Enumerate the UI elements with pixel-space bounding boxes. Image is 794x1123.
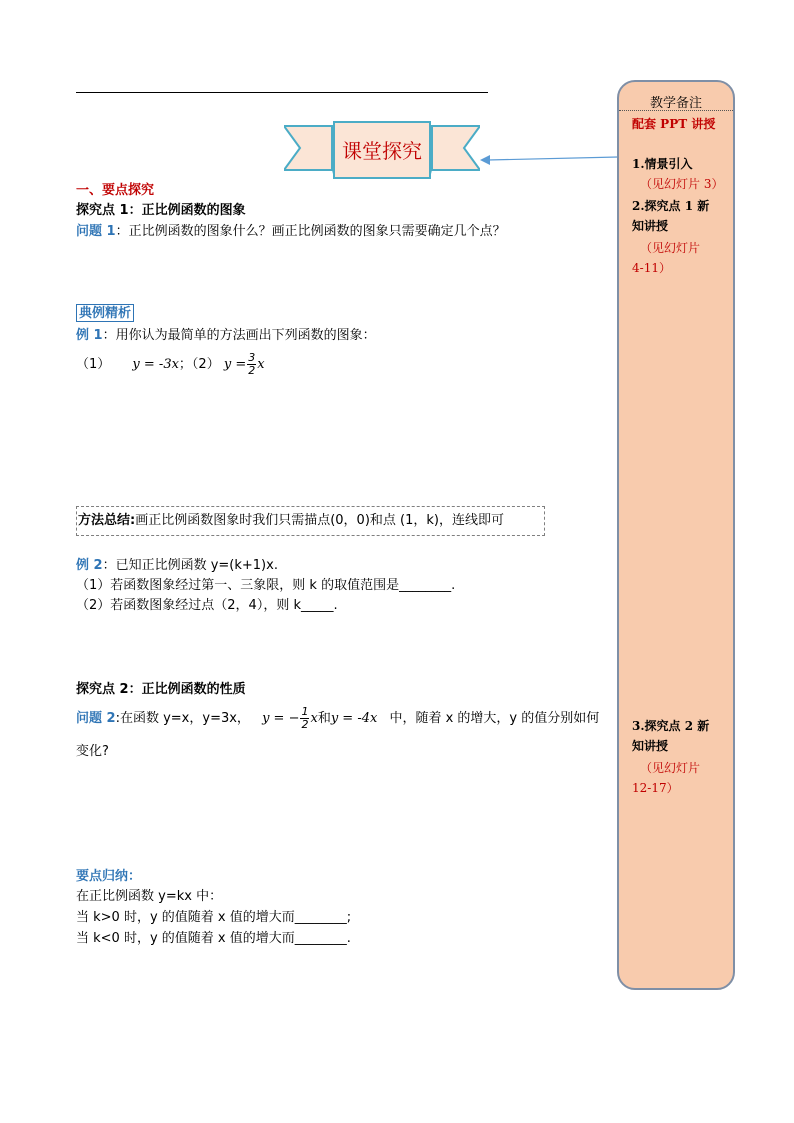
example-1-eq2-lhs: y = <box>223 357 247 372</box>
question-2-eq1-var: x <box>310 711 318 726</box>
question-1-label: 问题 1 <box>76 224 116 239</box>
point2-title: 探究点 2：正比例函数的性质 <box>76 682 246 697</box>
question-2-fraction <box>300 706 309 731</box>
fraction-numerator: 3 <box>248 351 256 364</box>
note-point1-range: 4-11） <box>632 261 671 275</box>
fraction-numerator: 1 <box>301 705 309 718</box>
question-2-eq1-lhs: y = − <box>262 711 300 726</box>
example-1-item1: （1） <box>76 357 111 372</box>
method-summary-text: 画正比例函数图象时我们只需描点(0，0)和点 (1，k)，连线即可 <box>135 513 504 528</box>
summary-line2: 当 k>0 时，y 的值随着 x 值的增大而________; <box>76 910 352 925</box>
example-1-sep: ；（2） <box>178 357 220 372</box>
example-1-fraction <box>247 352 256 377</box>
example-1-text: ：用你认为最简单的方法画出下列函数的图象： <box>102 328 376 343</box>
question-1-text: ：正比例函数的图象什么？画正比例函数的图象只需要确定几个点？ <box>115 224 506 239</box>
note-intro: 1.情景引入 <box>632 157 693 171</box>
example-1-eq1: y = -3x <box>132 357 179 372</box>
question-2-line2: 变化? <box>76 744 109 759</box>
example-2-text: ：已知正比例函数 y=(k+1)x. <box>102 558 278 573</box>
question-2-label: 问题 2 <box>76 711 116 726</box>
point1-title: 探究点 1：正比例函数的图象 <box>76 203 246 218</box>
question-1 <box>76 223 506 241</box>
note-point1: 2.探究点 1 新 <box>632 199 710 213</box>
fraction-denominator: 2 <box>248 364 256 377</box>
teaching-notes-header: 教学备注 <box>649 96 702 111</box>
note-intro-slide: （见幻灯片 3） <box>640 177 724 191</box>
note-ppt: 配套 PPT 讲授 <box>632 117 716 131</box>
question-2-text-b: 中，随着 x 的增大，y 的值分别如何 <box>389 711 600 726</box>
note-point2-slide: （见幻灯片 <box>640 761 701 775</box>
example-1-eq2-var: x <box>257 357 265 372</box>
example-2-label: 例 2 <box>76 558 103 573</box>
note-point2: 3.探究点 2 新 <box>632 719 710 733</box>
note-point1-slide: （见幻灯片 <box>640 241 701 255</box>
note-point2-b: 知讲授 <box>632 739 669 753</box>
examples-badge: 典例精析 <box>76 304 134 322</box>
example-1 <box>76 327 376 345</box>
question-2-eq2: y = -4x <box>330 711 378 726</box>
example-1-items <box>76 350 265 380</box>
header-divider <box>619 110 733 111</box>
example-2-line1: （1）若函数图象经过第一、三象限，则 k 的取值范围是________. <box>76 578 456 593</box>
summary-line3: 当 k<0 时，y 的值随着 x 值的增大而________. <box>76 931 351 946</box>
example-1-label: 例 1 <box>76 328 103 343</box>
example-2 <box>76 557 278 575</box>
question-2-and: 和 <box>317 711 331 726</box>
header-rule <box>76 92 488 93</box>
note-point1-b: 知讲授 <box>632 219 669 233</box>
fraction-denominator: 2 <box>301 718 309 731</box>
method-summary-label: 方法总结: <box>78 513 136 528</box>
summary-title: 要点归纳： <box>76 869 142 884</box>
section-title: 一、要点探究 <box>76 183 155 198</box>
pointer-arrow <box>478 150 620 170</box>
question-2-text-a: :在函数 y=x，y=3x， <box>115 711 250 726</box>
note-point2-range: 12-17） <box>632 781 679 795</box>
summary-line1: 在正比例函数 y=kx 中： <box>76 889 223 904</box>
method-summary <box>78 512 504 530</box>
question-2 <box>76 704 599 734</box>
example-2-line2: （2）若函数图象经过点（2，4），则 k_____. <box>76 598 338 613</box>
banner-title: 课堂探究 <box>342 139 422 163</box>
